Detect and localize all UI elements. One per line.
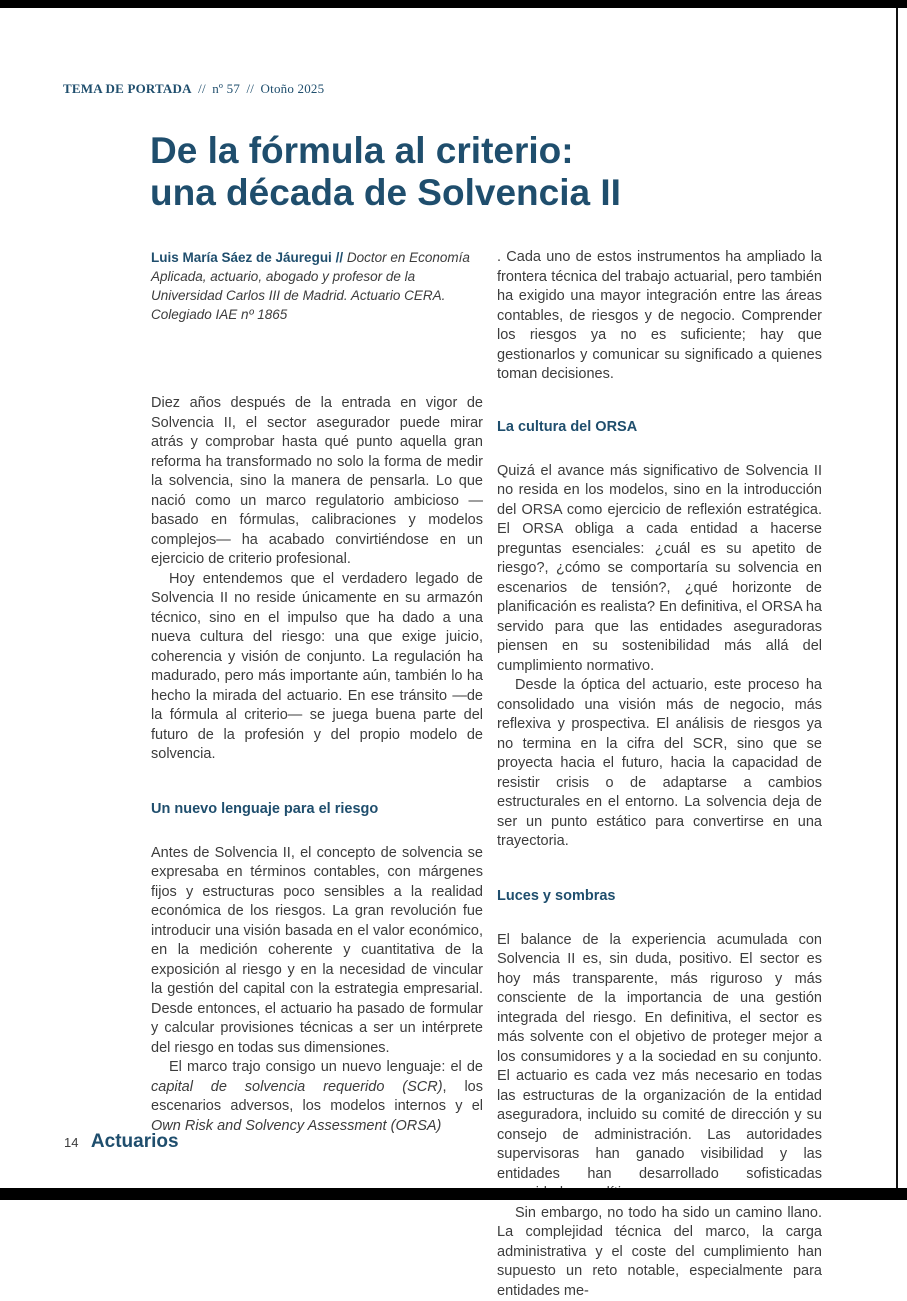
author-byline [151,248,483,324]
scr-term: capital de solvencia requerido (SCR) [151,1079,443,1095]
top-frame-bar [0,0,907,8]
s1-p2-text-b: , los escenarios adversos, los modelos internos y el [151,1079,483,1115]
issue-kicker [63,81,324,97]
bottom-frame-bar [0,1188,907,1200]
magazine-name: Actuarios [91,1131,179,1152]
right-column [497,248,822,1301]
kicker-separator: // [195,81,209,96]
issue-number: nº 57 [212,81,240,96]
title-line-2: una década de Solvencia II [150,172,621,213]
issue-season: Otoño 2025 [261,81,325,96]
article-title [150,130,621,214]
kicker-separator: // [243,81,257,96]
intro-paragraph-2: Hoy entendemos que el verdadero legado de Solvencia II no reside únicamente en su armazón técnico, sino en el impulso que ha dado a una nueva cultura del riesgo: una que exige juicio, coherencia y visión de conjunto. La regulación ha madurado, pero más importante aún, también lo ha hecho la mirada del actuario. En ese tránsito —de la fórmula al criterio— se juega buena parte del futuro de la profesión y del propio modelo de solvencia. [151,570,483,765]
page-number: 14 [64,1135,78,1150]
continued-paragraph: . Cada uno de estos instrumentos ha ampliado la frontera técnica del trabajo actuarial, pero también ha exigido una mayor integración entre las áreas contables, de riesgos y de negocio. Comprender los riesgos ya no es suficiente; hay que gestionarlos y comunicar su significado a quienes toman decisiones. [497,248,822,385]
section-heading-luces-sombras: Luces y sombras [497,886,822,906]
section-3-paragraph-1: El balance de la experiencia acumulada con Solvencia II es, sin duda, positivo. El sector es hoy más transparente, más riguroso y más consciente de la importancia de una gestión integrada del riesgo. En definitiva, el sector es más solvente con el objetivo de proteger mejor a los consumidores y a la sociedad en su conjunto. El actuario es cada vez más necesario en todas las estructuras de la organización de la entidad aseguradora, incluido su comité de dirección y su consejo de administración. Las autoridades supervisoras han ganado visibilidad y las entidades han desarrollado sofisticadas [497,931,822,1204]
intro-paragraph-1: Diez años después de la entrada en vigor de Solvencia II, el sector asegurador puede mirar atrás y comprobar hasta qué punto aquella gran reforma ha transformado no solo la forma de medir la solvencia, sino la manera de pensarla. Lo que nació como un marco regulatorio ambicioso —basado en fórmulas, calibraciones y modelos complejos— ha acabado convirtiéndose en un ejercicio de criterio profesional. [151,394,483,570]
section-1-paragraph-2 [151,1058,483,1136]
continued-text-space [497,248,822,385]
section-3-paragraph-2: Sin embargo, no todo ha sido un camino llano. La complejidad técnica del marco, la carga administrativa y el coste del cumplimiento han supuesto un reto notable, especialmente para entidades me- [497,1204,822,1301]
section-2-paragraph-2: Desde la óptica del actuario, este proceso ha consolidado una visión más de negocio, más reflexiva y prospectiva. El análisis de riesgos ya no termina en la cifra del SCR, sino que se proyecta hacia el futuro, hacia la capacidad de resistir crisis o de adaptarse a cambios estructurales en el entorno. La solvencia deja de ser un punto estático para convertirse en una trayectoria. [497,676,822,852]
section-label: TEMA DE PORTADA [63,81,192,96]
section-1-paragraph-1: Antes de Solvencia II, el concepto de solvencia se expresaba en términos contables, con márgenes fijos y estructuras poco sensibles a la realidad económica de los riesgos. La gran revolución fue introducir una visión basada en el valor económico, en la medición coherente y cuantitativa de la exposición al riesgo y en la necesidad de vincular la gestión del capital con la estrategia empresarial. Desde entonces, el actuario ha pasado de formular y calcular provisiones técnicas a ser un intérprete del riesgo en todas sus dimensiones. [151,844,483,1059]
author-bio: Doctor en Economía Aplicada, actuario, abogado y profesor de la Universidad Carlos III de Madrid. Actuario CERA. Colegiado IAE nº 1865 [151,250,470,322]
s1-p2-text-a: El marco trajo consigo un nuevo lenguaje: el de [169,1059,483,1075]
left-column [151,248,483,1136]
section-heading-nuevo-lenguaje: Un nuevo lenguaje para el riesgo [151,799,483,819]
author-name: Luis María Sáez de Jáuregui // [151,250,343,265]
section-heading-cultura-orsa: La cultura del ORSA [497,417,822,437]
right-frame-rule [896,8,898,1188]
page-footer [64,1131,179,1153]
section-2-paragraph-1: Quizá el avance más significativo de Solvencia II no resida en los modelos, sino en la introducción del ORSA como ejercicio de reflexión estratégica. El ORSA obliga a cada entidad a hacerse preguntas esenciales: ¿cuál es su apetito de riesgo?, ¿cómo se comportaría su solvencia en escenarios de tensión?, ¿qué horizonte de planificación es realista? En definitiva, el ORSA ha servido para que las entidades aseguradoras piensen en su sostenibilidad más allá del cumplimiento normativo. [497,462,822,677]
title-line-1: De la fórmula al criterio: [150,130,574,171]
orsa-term: Own Risk and Solvency Assessment (ORSA) [151,1118,441,1134]
